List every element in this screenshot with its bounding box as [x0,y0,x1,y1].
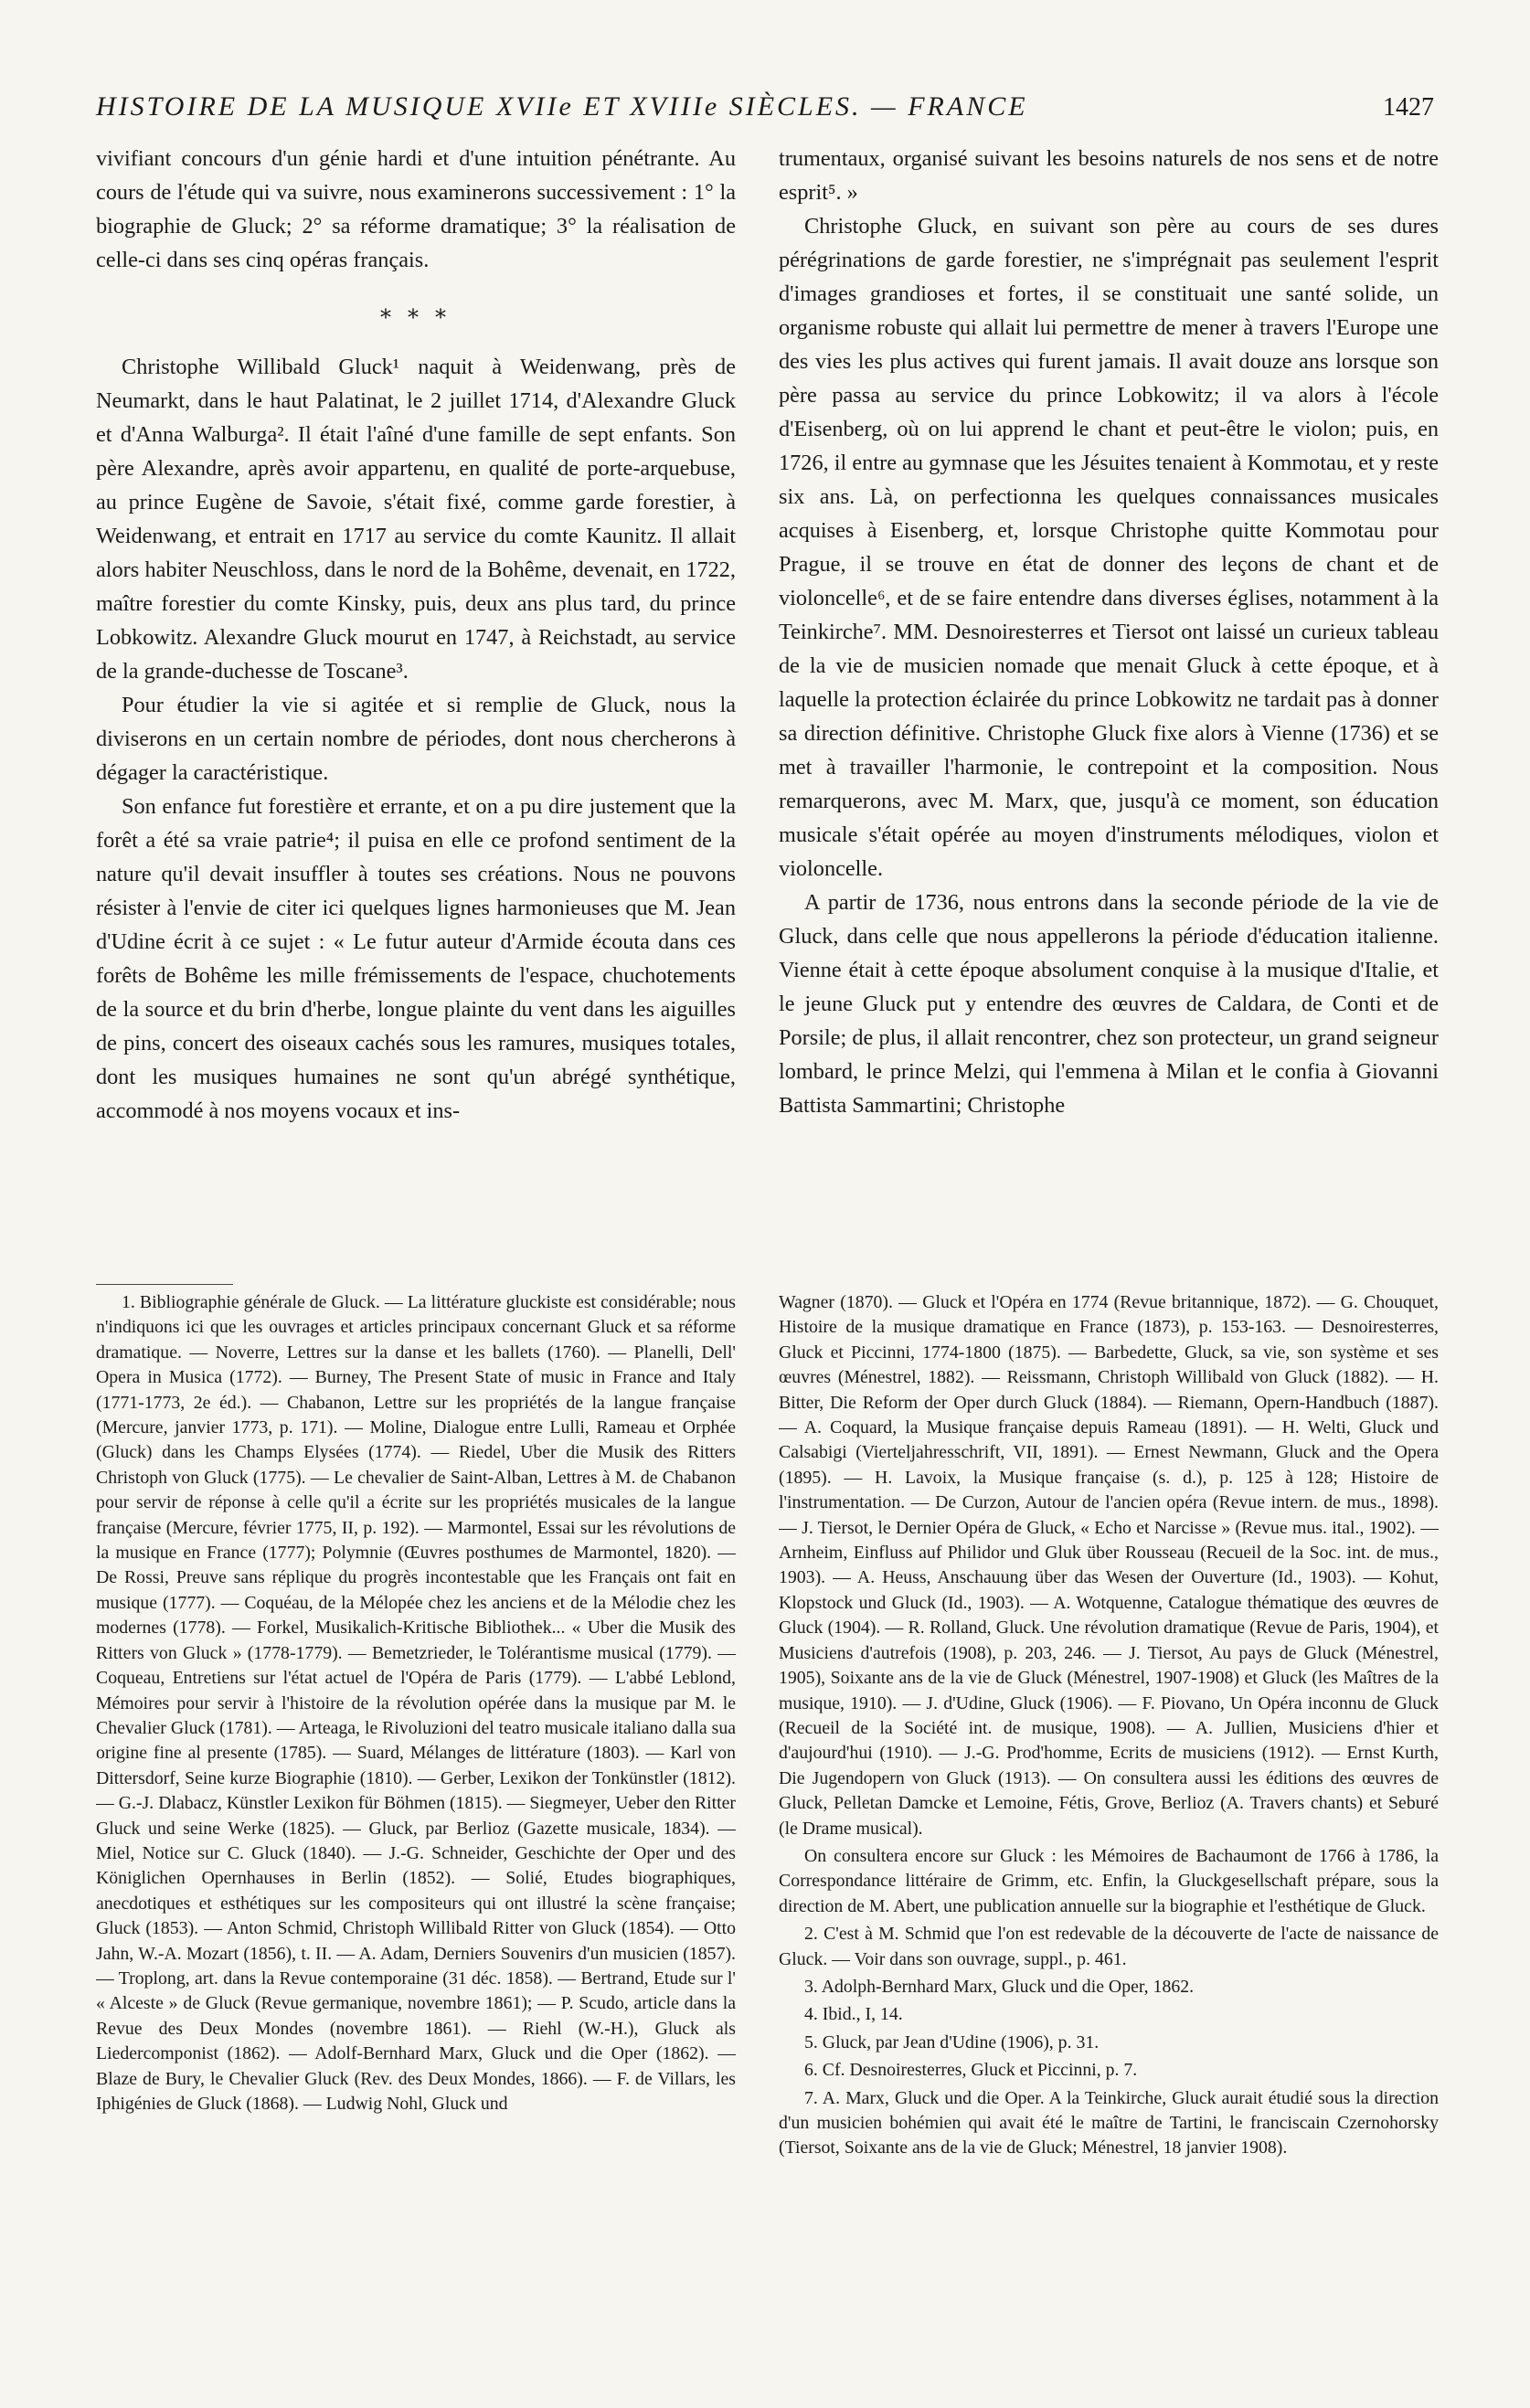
footnote: 6. Cf. Desnoiresterres, Gluck et Piccinni, p. 7. [804,2060,1138,2081]
footnotes-left [96,1290,736,2369]
footnote: 3. Adolph-Bernhard Marx, Gluck und die Oper, 1862. [804,1976,1195,1997]
body-column-right [779,142,1439,1284]
paragraph: Christophe Gluck, en suivant son père au cours de ses dures pérégrinations de garde forestier, ne s'imprégnait pas seulement l'esprit d'images grandioses et fortes, il se constituait une santé solide, un organisme robuste qui allait lui permettre de mener à travers l'Europe une des vies les plus actives qui furent jamais. Il avait douze ans lorsque son père passa au service du prince Lobkowitz; il va alors à l'école d'Eisenberg, où on lui apprend le chant et peut-être le violon; puis, en 1726, il entre au gymnase que les Jésuites tenaient à Kommotau, et y reste six ans. Là, on perfectionna les quelques connaissances musicales acquises à Eisenberg, et, lorsque Christophe quitte Kommotau pour Prague, il se trouve en état de donner des leçons de chant et de violoncelle⁶, et de se faire entendre dans diverses églises, notamment à la Teinkirche⁷. MM. Desnoiresterres et Tiersot ont laissé un curieux tableau de la vie de musicien nomade que menait Gluck à cette époque, et à laquelle la protection éclairée du prince Lobkowitz ne tardait pas à donner sa direction définitive. Christophe Gluck fixe alors à Vienne (1736) et se met à travailler l'harmonie, le contrepoint et la composition. Nous remarquerons, avec M. Marx, que, jusqu'à ce moment, son éducation musicale s'était opérée au moyen d'instruments mélodiques, violon et violoncelle. [779,214,1439,881]
paragraph: A partir de 1736, nous entrons dans la seconde période de la vie de Gluck, dans celle que nous appellerons la période d'éducation italienne. Vienne était à cette époque absolument conquise à la musique d'Italie, et le jeune Gluck put y entendre des œuvres de Caldara, de Conti et de Porsile; de plus, il allait rencontrer, chez son protecteur, un grand seigneur lombard, le prince Melzi, qui l'emmena à Milan et le confia à Giovanni Battista Sammartini; Christophe [779,890,1439,1118]
page-number: 1427 [1383,93,1434,122]
paragraph: Pour étudier la vie si agitée et si remplie de Gluck, nous la diviserons en un certain nombre de périodes, dont nous chercherons à dégager la caractéristique. [96,693,736,785]
footnotes-right [779,1290,1439,2369]
footnote: 1. Bibliographie générale de Gluck. — La littérature gluckiste est considérable; nous n'indiquons ici que les ouvrages et articles principaux concernant Gluck et sa réforme dramatique. — Noverre, Lettres sur la danse et les ballets (1760). — Planelli, Dell' Opera in Musica (1772). — Burney, The Present State of music in France and Italy (1771-1773, 2e éd.). — Chabanon, Lettre sur les propriétés de la langue française (Mercure, janvier 1773, p. 171). — Moline, Dialogue entre Lulli, Rameau et Orphée (Gluck) dans les Champs Elysées (1774). — Riedel, Uber die Musik des Ritters Christoph von Gluck (1775). — Le chevalier de Saint-Alban, Lettres à M. de Chabanon pour servir de réponse à celle qu'il a écrite sur les propriétés musicales de la langue française (Mercure, février 1775, II, p. 192). — Marmontel, Essai sur les révolutions de la musique en France (1777); Polymnie (Œuvres posthumes de Marmontel, 1820). — De Rossi, Preuve sans réplique du progrès incontestable que les Français ont fait en musique (1777). — Coquéau, de la Mélopée chez les anciens et de la Mélodie chez les modernes (1778). — Forkel, Musikalich-Kritische Bibliothek... « Uber die Musik des Ritters von Gluck » (1778-1779). — Bemetzrieder, le Tolérantisme musical (1779). — Coqueau, Entretiens sur l'état actuel de l'Opéra de Paris (1779). — L'abbé Leblond, Mémoires pour servir à l'histoire de la révolution opérée dans la musique par M. le Chevalier Gluck (1781). — Arteaga, le Rivoluzioni del teatro musicale italiano dalla sua origine fine al presente (1785). — Suard, Mélanges de littérature (1803). — Karl von Dittersdorf, Seine kurze Biographie (1810). — Gerber, Lexikon der Tonkünstler (1812). — G.-J. Dlabacz, Künstler Lexikon für Böhmen (1815). — Siegmeyer, Ueber den Ritter Gluck und seine Werke (1825). — Gluck, par Berlioz (Gazette musicale, 1834). — Miel, Notice sur C. Gluck (1840). — J.-G. Schneider, Geschichte der Oper und des Königlichen Opernhauses in Berlin (1852). — Solié, Etudes biographiques, anecdotiques et esthétiques sur les compositeurs qui ont illustré la scène française; Gluck (1853). — Anton Schmid, Christoph Willibald Ritter von Gluck (1854). — Otto Jahn, W.-A. Mozart (1856), t. II. — A. Adam, Derniers Souvenirs d'un musicien (1857). — Troplong, art. dans la Revue contemporaine (31 déc. 1858). — Bertrand, Etude sur l' « Alceste » de Gluck (Revue germanique, novembre 1861); — P. Scudo, article dans la Revue des Deux Mondes (novembre 1861). — Riehl (W.-H.), Gluck als Liedercomponist (1862). — Adolf-Bernhard Marx, Gluck und die Oper (1862). — Blaze de Bury, le Chevalier Gluck (Rev. des Deux Mondes, 1866). — F. de Villars, les Iphigénies de Gluck (1868). — Ludwig Nohl, Gluck und [96,1292,736,2114]
body-column-left [96,142,736,1284]
running-title: HISTOIRE DE LA MUSIQUE XVIIe ET XVIIIe SIÈCLES. — FRANCE [96,91,1028,122]
footnote: 4. Ibid., I, 14. [804,2004,903,2025]
footnote: On consultera encore sur Gluck : les Mémoires de Bachaumont de 1766 à 1786, la Correspondance littéraire de Grimm, etc. Enfin, la Gluckgesellschaft prépare, sous la direction de M. Abert, une publication annuelle sur la biographie et l'esthétique de Gluck. [779,1845,1439,1916]
paragraph: trumentaux, organisé suivant les besoins naturels de nos sens et de notre esprit⁵. » [779,146,1439,205]
paragraph: Son enfance fut forestière et errante, et on a pu dire justement que la forêt a été sa vraie patrie⁴; il puisa en elle ce profond sentiment de la nature qu'il devait insuffler à toutes ses créations. Nous ne pouvons résister à l'envie de citer ici quelques lignes harmonieuses que M. Jean d'Udine écrit à ce sujet : « Le futur auteur d'Armide écouta dans ces forêts de Bohême les mille frémissements de l'espace, chuchotements de la source et du brin d'herbe, longue plainte du vent dans les aiguilles de pins, concert des oiseaux cachés sous les ramures, musiques totales, dont les musiques humaines ne sont qu'un abrégé synthétique, accommodé à nos moyens vocaux et ins- [96,794,736,1123]
footnote: 7. A. Marx, Gluck und die Oper. A la Teinkirche, Gluck aurait étudié sous la direction d'un musicien bohémien qui avait été le maître de Tartini, le franciscain Czernohorsky (Tiersot, Soixante ans de la vie de Gluck; Ménestrel, 18 janvier 1908). [779,2087,1439,2159]
footnote: Wagner (1870). — Gluck et l'Opéra en 1774 (Revue britannique, 1872). — G. Chouquet, Histoire de la musique dramatique en France (1873), p. 153-163. — Desnoiresterres, Gluck et Piccinni, 1774-1800 (1875). — Barbedette, Gluck, sa vie, son système et ses œuvres (Ménestrel, 1882). — Reissmann, Christoph Willibald von Gluck (1882). — H. Bitter, Die Reform der Oper durch Gluck (1884). — Riemann, Opern-Handbuch (1887). — A. Coquard, la Musique française depuis Rameau (1891). — H. Welti, Gluck und Calsabigi (Vierteljahresschrift, VII, 1891). — Ernest Newmann, Gluck and the Opera (1895). — H. Lavoix, la Musique française (s. d.), p. 125 à 128; Histoire de l'instrumentation. — De Curzon, Autour de l'ancien opéra (Revue intern. de mus., 1898). — J. Tiersot, le Dernier Opéra de Gluck, « Echo et Narcisse » (Revue mus. ital., 1902). — Arnheim, Einfluss auf Philidor und Gluk über Rousseau (Recueil de la Soc. int. de mus., 1903). — A. Heuss, Anschauung über das Wesen der Ouverture (Id., 1903). — Kohut, Klopstock und Gluck (Id., 1903). — A. Wotquenne, Catalogue thématique des œuvres de Gluck (1904). — R. Rolland, Gluck. Une révolution dramatique (Revue de Paris, 1904), et Musiciens d'autrefois (1908), p. 203, 246. — J. Tiersot, Au pays de Gluck (Ménestrel, 1905), Soixante ans de la vie de Gluck (Ménestrel, 1907-1908) et Gluck (les Maîtres de la musique, 1910). — J. d'Udine, Gluck (1906). — F. Piovano, Un Opéra inconnu de Gluck (Recueil de la Société int. de musique, 1908). — A. Jullien, Musiciens d'hier et d'aujourd'hui (1910). — J.-G. Prod'homme, Ecrits de musiciens (1912). — Ernst Kurth, Die Jugendopern von Gluck (1913). — On consultera aussi les éditions des œuvres de Gluck, Pelletan Damcke et Lemoine, Fétis, Grove, Berlioz (A. Travers chants) et Seburé (le Drame musical). [779,1292,1439,1839]
footnote: 2. C'est à M. Schmid que l'on est redevable de la découverte de l'acte de naissance de Gluck. — Voir dans son ouvrage, suppl., p. 461. [779,1924,1439,1969]
section-separator: ⁎ ⁎ ⁎ [380,300,452,324]
running-header [96,91,1434,132]
footnote: 5. Gluck, par Jean d'Udine (1906), p. 31. [804,2031,1100,2053]
footnote-rule [96,1284,233,1285]
paragraph: vivifiant concours d'un génie hardi et d'une intuition pénétrante. Au cours de l'étude qui va suivre, nous examinerons successivement : 1° la biographie de Gluck; 2° sa réforme dramatique; 3° la réalisation de celle-ci dans ses cinq opéras français. [96,146,736,272]
paragraph: Christophe Willibald Gluck¹ naquit à Weidenwang, près de Neumarkt, dans le haut Palatinat, le 2 juillet 1714, d'Alexandre Gluck et d'Anna Walburga². Il était l'aîné d'une famille de sept enfants. Son père Alexandre, après avoir appartenu, en qualité de porte-arquebuse, au prince Eugène de Savoie, s'était fixé, comme garde forestier, à Weidenwang, et entrait en 1717 au service du comte Kaunitz. Il allait alors habiter Neuschloss, dans le nord de la Bohême, devenait, en 1722, maître forestier du comte Kinsky, puis, deux ans plus tard, du prince Lobkowitz. Alexandre Gluck mourut en 1747, à Reichstadt, au service de la grande-duchesse de Toscane³. [96,355,736,684]
